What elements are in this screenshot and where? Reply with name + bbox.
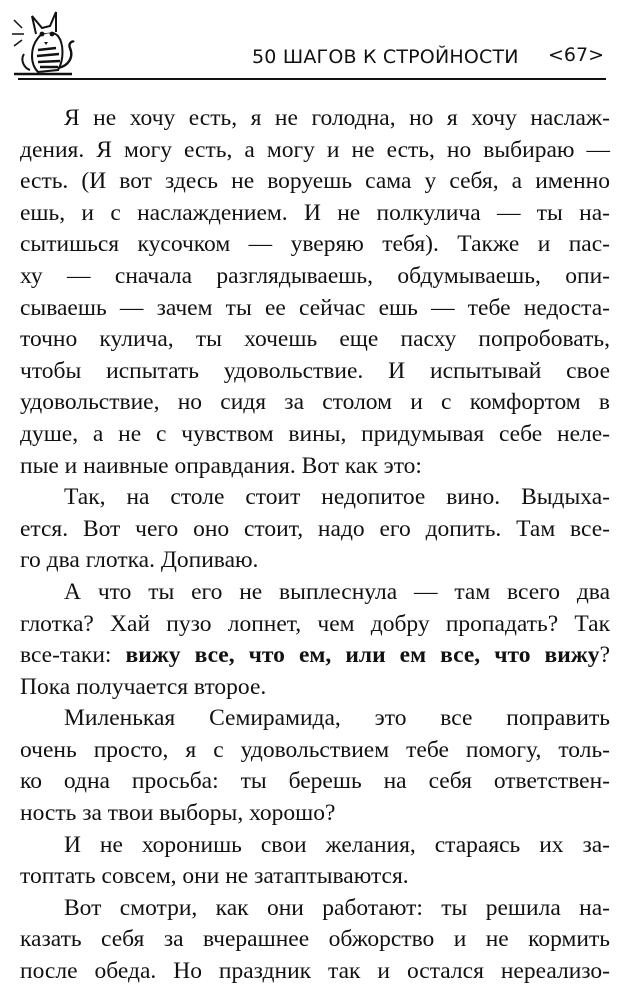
text-line-content: ность за твои выборы, хорошо? [20,800,336,827]
text-line-content: удовольствие, но сидя за столом и с комфортом в [20,389,610,416]
text-line [20,166,610,198]
text-line [20,356,610,388]
page-body-text [20,103,610,988]
text-line [20,798,610,830]
text-line [20,830,610,862]
text-line-content: сытишься кусочком — уверяю тебя). Также и пас- [20,231,610,258]
text-line-content: Я не хочу есть, я не голодна, но я хочу наслаж- [64,105,610,131]
text-line [20,514,610,546]
text-line [20,577,610,609]
text-line-content: ху — сначала разглядываешь, обдумываешь, опи- [20,262,610,289]
text-line [20,324,610,356]
text-line [20,387,610,419]
text-line [20,135,610,167]
text-line [20,229,610,261]
page-header [0,0,620,82]
text-line [20,451,610,483]
text-line [20,861,610,893]
text-line-content: глотка? Хай пузо лопнет, чем добру пропадать? Так [20,610,610,637]
text-line [20,103,610,135]
text-line-tail: ? [599,642,610,669]
text-line-content: Вот смотри, как они работают: ты решила на- [64,894,610,921]
text-line-content: го два глотка. Допиваю. [20,547,259,574]
text-line-content: пые и наивные оправдания. Вот как это: [20,452,422,479]
text-line-content: Так, на столе стоит недопитое вино. Выдыха- [64,484,610,511]
text-line [20,419,610,451]
text-line [20,198,610,230]
text-line-content: душе, а не с чувством вины, придумывая себе неле- [20,420,610,447]
text-line-content: очень просто, я с удовольствием тебе помогу, толь- [20,736,610,763]
text-line [20,924,610,956]
text-line-content: ешь, и с наслаждением. И не полкулича — ты на- [20,199,610,226]
text-line-content: Миленькая Семирамида, это все поправить [64,705,610,732]
text-line-content: топтать совсем, они не затаптываются. [20,863,409,890]
text-line-content: после обеда. Но праздник так и остался нереализо- [20,958,610,985]
cat-icon [8,4,78,76]
text-line [20,545,610,577]
text-line [20,703,610,735]
text-line-content: дения. Я могу есть, а могу и не есть, но выбираю — [20,136,610,163]
text-line-content: точно кулича, ты хочешь еще пасху попробовать, [20,326,610,353]
text-line [20,956,610,988]
text-line-content: казать себя за вчерашнее обжорство и не кормить [20,926,610,953]
text-line [20,766,610,798]
text-line-content: А что ты его не выплеснула — там всего два [64,578,610,605]
text-line-content: чтобы испытать удовольствие. И испытывай свое [20,357,610,384]
text-line [20,893,610,925]
page-number: <67> [547,44,604,66]
text-line [20,261,610,293]
text-line [20,640,610,672]
text-line-content: ется. Вот чего оно стоит, надо его допить. Там все- [20,515,610,542]
text-line-content: Пока получается второе. [20,673,267,700]
text-line [20,293,610,325]
text-line-content: ко одна просьба: ты берешь на себя ответствен- [20,768,610,795]
text-line-content: сываешь — зачем ты ее сейчас ешь — тебе недоста- [20,294,610,321]
text-line [20,609,610,641]
emphasized-phrase: вижу все, что ем, или ем все, что вижу [125,642,600,669]
running-title: 50 ШАГОВ К СТРОЙНОСТИ [252,46,519,68]
text-line-content: И не хоронишь свои желания, стараясь их за- [64,831,610,858]
text-line-content: все-таки: [20,642,126,669]
text-line [20,735,610,767]
text-line-content: есть. (И вот здесь не воруешь сама у себя, а именно [20,168,610,195]
text-line [20,482,610,514]
header-divider [18,78,606,80]
text-line [20,672,610,704]
